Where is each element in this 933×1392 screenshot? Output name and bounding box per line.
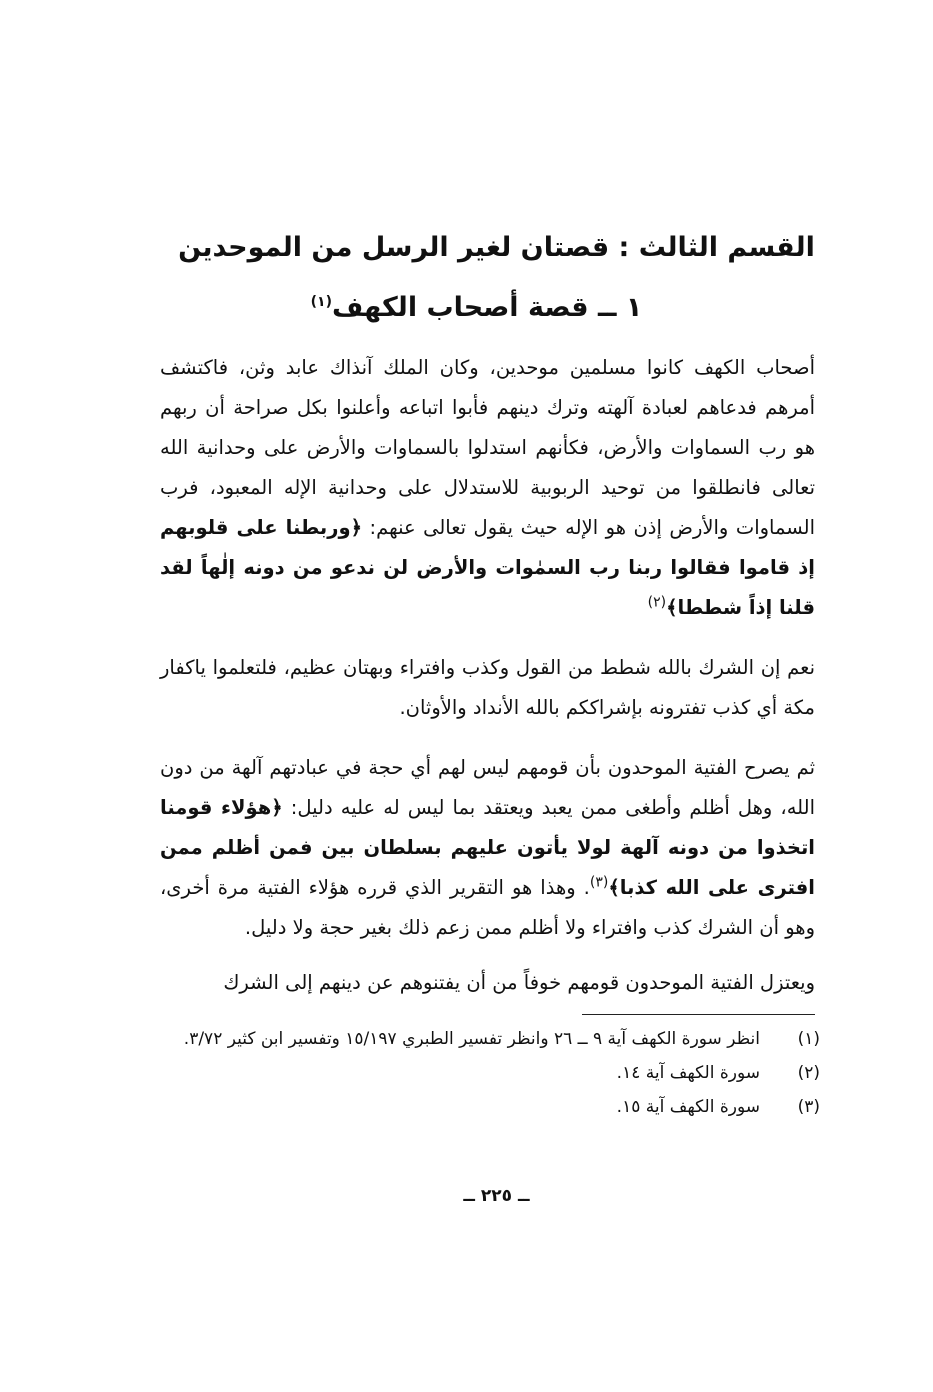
paragraph-3-text-b: . وهذا هو التقرير الذي قرره هؤلاء الفتية مرة أخرى، وهو أن الشرك كذب وافتراء ولا أظلم ممن زعم ذلك بغير حجة ولا دليل. bbox=[160, 876, 815, 939]
footnote-ref-2: (٢) bbox=[647, 594, 667, 611]
quran-quote-1: ﴿وربطنا على قلوبهم إذ قاموا فقالوا ربنا رب السمٰوات والأرض لن ندعو من دونه إلٰهاً لقد قلنا إذاً شططا﴾ bbox=[160, 516, 815, 619]
paragraph-4-text: ويعتزل الفتية الموحدون قومهم خوفاً من أن يفتنوهم عن دينهم إلى الشرك bbox=[223, 971, 815, 994]
paragraph-2 bbox=[160, 648, 815, 728]
paragraph-3-text-a: ثم يصرح الفتية الموحدون بأن قومهم ليس لهم أي حجة في عبادتهم آلهة من دون الله، وهل أظلم وأطغى ممن يعبد ويعتقد بما ليس له عليه دليل: bbox=[160, 756, 815, 819]
story-title bbox=[0, 288, 933, 328]
quran-quote-2: ﴿هؤلاء قومنا اتخذوا من دونه آلهة لولا يأتون عليهم بسلطان بين فمن أظلم ممن افترى على الله كذبا﴾ bbox=[160, 796, 815, 899]
footnote-item bbox=[160, 1090, 820, 1124]
footnote-divider bbox=[582, 1014, 815, 1015]
footnotes bbox=[160, 1022, 820, 1124]
paragraph-1-text: أصحاب الكهف كانوا مسلمين موحدين، وكان الملك آنذاك عابد وثن، فاكتشف أمرهم فدعاهم لعبادة آلهته وترك دينهم فأبوا اتباعه وأعلنوا بكل صراحة أن ربهم هو رب السماوات والأرض، فكأنهم استدلوا بالسماوات والأرض على وحدانية الله تعالى فانطلقوا من توحيد الربوبية للاستدلال على وحدانية الإله المعبود، فرب السماوات والأرض إذن هو الإله حيث يقول تعالى عنهم: bbox=[160, 356, 816, 539]
paragraph-2-text: نعم إن الشرك بالله شطط من القول وكذب وافتراء وبهتان عظيم، فلتعلموا ياكفار مكة أي كذب تفترونه بإشراككم بالله الأنداد والأوثان. bbox=[160, 656, 815, 719]
footnote-text: سورة الكهف آية ١٥. bbox=[616, 1097, 760, 1117]
footnote-ref-1: (١) bbox=[310, 294, 332, 310]
paragraph-4 bbox=[160, 963, 815, 1003]
footnote-item bbox=[160, 1022, 820, 1056]
footnote-number: (٢) bbox=[797, 1063, 820, 1083]
footnote-number: (٣) bbox=[797, 1097, 820, 1117]
footnote-ref-3: (٣) bbox=[589, 874, 609, 891]
footnote-number: (١) bbox=[797, 1029, 820, 1049]
footnote-item bbox=[160, 1056, 820, 1090]
footnote-text: انظر سورة الكهف آية ٩ ــ ٢٦ وانظر تفسير الطبري ١٥/١٩٧ وتفسير ابن كثير ٣/٧٢. bbox=[183, 1029, 760, 1049]
paragraph-3 bbox=[160, 748, 815, 948]
page-number: ــ ٢٢٥ ــ bbox=[463, 1186, 530, 1206]
paragraph-1 bbox=[160, 348, 815, 628]
story-title-text: ١ ــ قصة أصحاب الكهف bbox=[332, 292, 643, 323]
footnote-text: سورة الكهف آية ١٤. bbox=[616, 1063, 760, 1083]
section-title: القسم الثالث : قصتان لغير الرسل من الموحدين bbox=[178, 232, 815, 263]
